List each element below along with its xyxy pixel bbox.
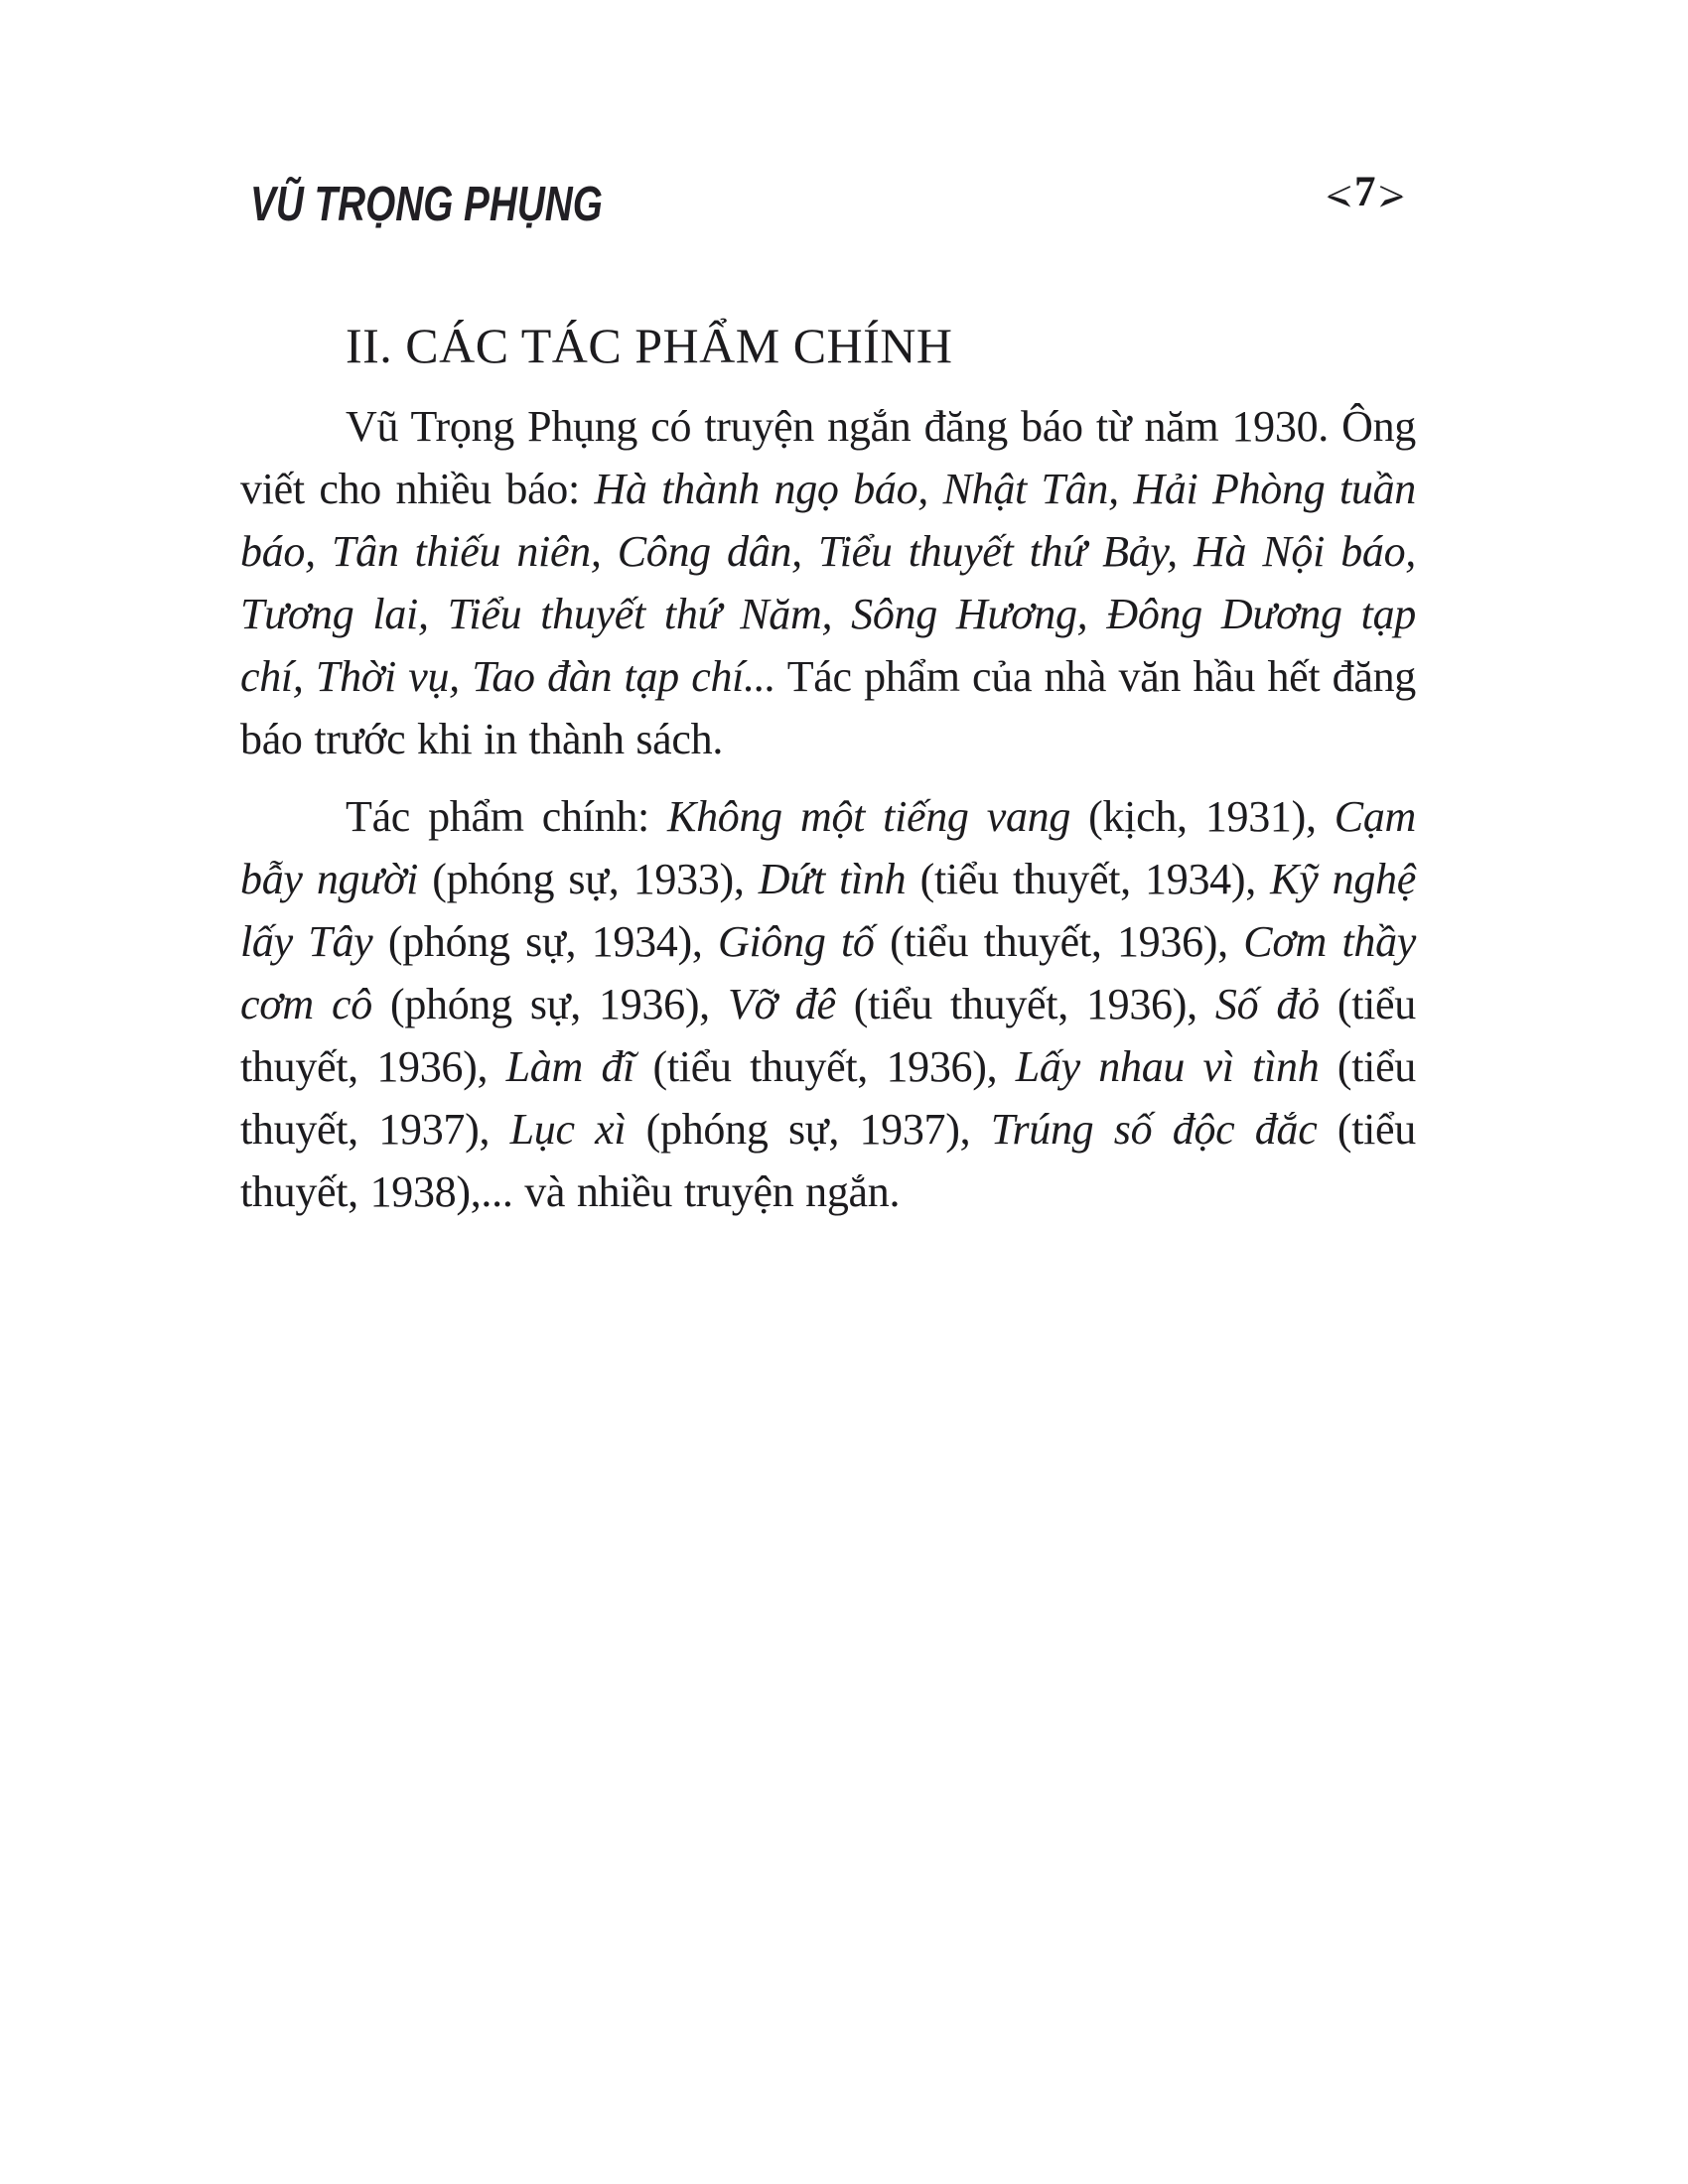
- work-title-italic: Trúng số độc đắc: [990, 1105, 1318, 1154]
- body-text-run: (phóng sự, 1934),: [372, 917, 719, 966]
- page-number-marker: [1325, 171, 1406, 214]
- body-text-run: (phóng sự, 1933),: [418, 855, 759, 903]
- arrowhead-left-icon: [1325, 183, 1352, 210]
- page-number: 7: [1354, 169, 1376, 215]
- body-text-run: Tác phẩm của nhà văn hầu hết đăng báo trước khi in thành sách.: [240, 652, 1416, 763]
- body-text-run: (tiểu thuyết, 1936),: [874, 917, 1244, 966]
- body-text-run: (tiểu thuyết, 1937),: [240, 1042, 1417, 1154]
- work-title-italic: Kỹ nghệ lấy Tây: [240, 855, 1416, 966]
- page-content: [240, 315, 1416, 1223]
- work-title-italic: Không một tiếng vang: [667, 792, 1071, 841]
- work-title-italic: Vỡ đê: [727, 980, 836, 1028]
- body-text-run: (tiểu thuyết, 1936),: [835, 980, 1215, 1028]
- body-text-run: (tiểu thuyết, 1938),... và nhiều truyện ngắn.: [240, 1105, 1416, 1216]
- work-title-italic: Làm đĩ: [505, 1042, 635, 1091]
- paragraph-works-overview: [240, 395, 1416, 770]
- work-title-italic: Số đỏ: [1214, 980, 1320, 1028]
- work-title-italic: Cạm bẫy người: [240, 792, 1416, 903]
- arrowhead-right-icon: [1378, 183, 1406, 210]
- work-title-italic: Cơm thầy cơm cô: [240, 917, 1417, 1028]
- body-text-run: (phóng sự, 1937),: [626, 1105, 991, 1154]
- work-title-italic: Lấy nhau vì tình: [1015, 1042, 1320, 1091]
- body-text-run: Tác phẩm chính:: [346, 792, 668, 841]
- body-text-run: (tiểu thuyết, 1936),: [634, 1042, 1016, 1091]
- work-title-italic: Dứt tình: [758, 855, 907, 903]
- work-title-italic: Lục xì: [509, 1105, 627, 1154]
- body-text-run: (tiểu thuyết, 1936),: [240, 980, 1416, 1091]
- body-text-run: Vũ Trọng Phụng có truyện ngắn đăng báo từ năm 1930. Ông viết cho nhiều báo:: [240, 402, 1416, 513]
- section-heading: II. CÁC TÁC PHẨM CHÍNH: [346, 318, 953, 373]
- body-text-run: (phóng sự, 1936),: [371, 980, 728, 1028]
- body-text-run: (tiểu thuyết, 1934),: [906, 855, 1271, 903]
- work-title-italic: Giông tố: [718, 917, 875, 966]
- running-header-title: VŨ TRỌNG PHỤNG: [250, 178, 603, 231]
- paragraph-main-works-list: [240, 785, 1416, 1223]
- work-title-italic: Hà thành ngọ báo, Nhật Tân, Hải Phòng tuần báo, Tân thiếu niên, Công dân, Tiểu thuyết thứ Bảy, Hà Nội báo, Tương lai, Tiểu thuyết thứ Năm, Sông Hương, Đông Dương tạp chí, Thời vụ, Tao đàn tạp chí...: [240, 465, 1416, 701]
- body-text-run: (kịch, 1931),: [1070, 792, 1335, 841]
